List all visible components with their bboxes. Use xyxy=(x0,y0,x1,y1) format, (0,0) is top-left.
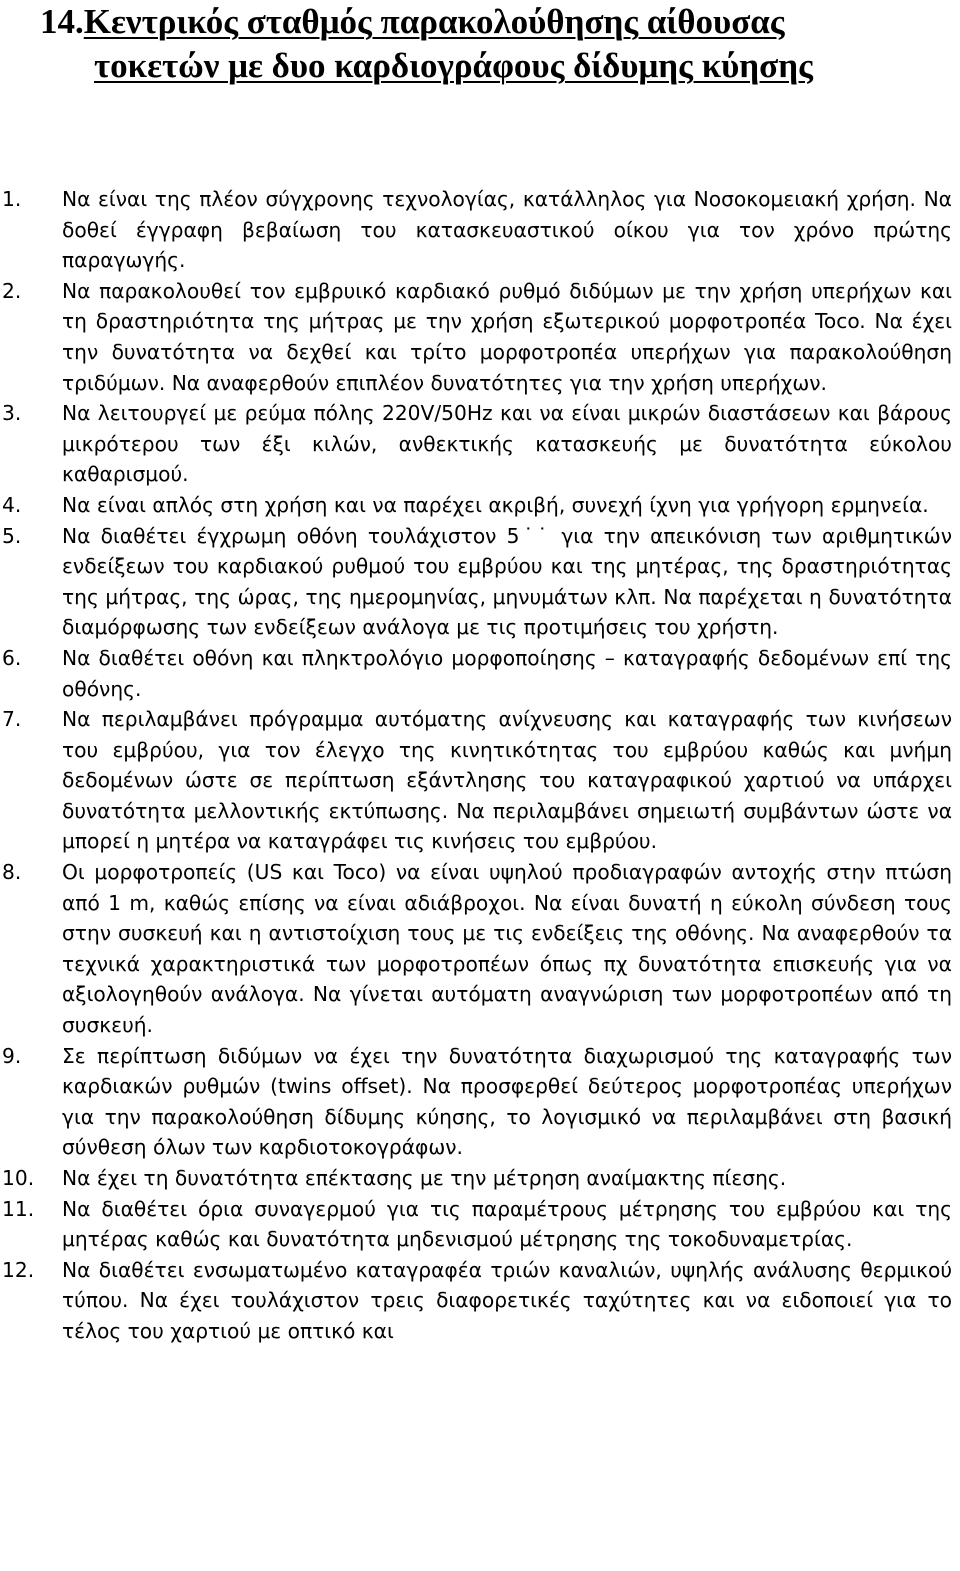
item-number: 6. xyxy=(2,645,22,670)
section-title-line-2: τοκετών με δυο καρδιογράφους δίδυμης κύησης xyxy=(94,46,813,85)
list-item xyxy=(0,857,952,1041)
item-text: Να περιλαμβάνει πρόγραμμα αυτόματης ανίχνευσης και καταγραφής των κινήσεων του εμβρύου, για τον έλεγχο της κινητικότητας του εμβρύου καθώς και μνήμη δεδομένων ώστε σε περίπτωση εξάντλησης του καταγραφικού χαρτιού να υπάρχει δυνατότητα μελλοντικής εκτύπωσης. Να περιλαμβάνει σημειωτή συμβάντων ώστε να μπορεί η μητέρα να καταγράφει τις κινήσεις του εμβρύου. xyxy=(62,707,952,854)
section-number: 14. xyxy=(40,2,84,41)
item-text: Οι μορφοτροπείς (US και Toco) να είναι υψηλού προδιαγραφών αντοχής στην πτώση από 1 m, καθώς επίσης να είναι αδιάβροχοι. Να είναι δυνατή η εύκολη σύνδεση τους στην συσκευή και η αντιστοίχιση τους με τις ενδείξεις της οθόνης. Να αναφερθούν τα τεχνικά χαρακτηριστικά των μορφοτροπέων όπως πχ δυνατότητα επισκευής για να αξιολογηθούν ανάλογα. Να γίνεται αυτόματη αναγνώριση των μορφοτροπέων από τη συσκευή. xyxy=(62,860,952,1038)
requirements-list xyxy=(0,184,952,1347)
item-number: 7. xyxy=(2,707,22,732)
item-number: 9. xyxy=(2,1043,22,1068)
list-item xyxy=(0,521,952,643)
list-item xyxy=(0,398,952,490)
item-number: 5. xyxy=(2,523,22,548)
item-text: Να είναι της πλέον σύγχρονης τεχνολογίας, κατάλληλος για Νοσοκομειακή χρήση. Να δοθεί έγγραφη βεβαίωση του κατασκευαστικού οίκου για τον χρόνο πρώτης παραγωγής. xyxy=(62,187,952,273)
item-number: 4. xyxy=(2,492,22,517)
item-text: Να διαθέτει οθόνη και πληκτρολόγιο μορφοποίησης – καταγραφής δεδομένων επί της οθόνης. xyxy=(62,645,952,701)
item-number: 12. xyxy=(2,1257,35,1282)
list-item xyxy=(0,490,952,521)
list-item xyxy=(0,184,952,276)
item-text: Να διαθέτει όρια συναγερμού για τις παραμέτρους μέτρησης του εμβρύου και της μητέρας καθώς και δυνατότητα μηδενισμού μέτρησης της τοκοδυναμετρίας. xyxy=(62,1196,952,1252)
section-heading xyxy=(40,0,950,88)
list-item xyxy=(0,1041,952,1163)
item-number: 10. xyxy=(2,1166,35,1190)
item-number: 8. xyxy=(2,860,22,885)
item-text: Να διαθέτει ενσωματωμένο καταγραφέα τριών καναλιών, υψηλής ανάλυσης θερμικού τύπου. Να έχει τουλάχιστον τρεις διαφορετικές ταχύτητες και να ειδοποιεί για το τέλος του χαρτιού με οπτικό και xyxy=(62,1257,952,1343)
item-number: 2. xyxy=(2,278,22,303)
item-text: Να είναι απλός στη χρήση και να παρέχει ακριβή, συνεχή ίχνη για γρήγορη ερμηνεία. xyxy=(62,492,929,517)
section-title-line-1: Κεντρικός σταθμός παρακολούθησης αίθουσας xyxy=(83,2,785,41)
item-text: Να παρακολουθεί τον εμβρυικό καρδιακό ρυθμό διδύμων με την χρήση υπερήχων και τη δραστηριότητα της μήτρας με την χρήση εξωτερικού μορφοτροπέα Toco. Να έχει την δυνατότητα να δεχθεί και τρίτο μορφοτροπέα υπερήχων για παρακολούθηση τριδύμων. Να αναφερθούν επιπλέον δυνατότητες για την χρήση υπερήχων. xyxy=(62,278,952,395)
list-item xyxy=(0,1194,952,1255)
list-item xyxy=(0,1255,952,1347)
list-item xyxy=(0,1163,952,1194)
item-text: Να διαθέτει έγχρωμη οθόνη τουλάχιστον 5˙˙ για την απεικόνιση των αριθμητικών ενδείξεων του καρδιακού ρυθμού του εμβρύου και της μητέρας, της δραστηριότητας της μήτρας, της ώρας, της ημερομηνίας, μηνυμάτων κλπ. Να παρέχεται η δυνατότητα διαμόρφωσης των ενδείξεων ανάλογα με τις προτιμήσεις του χρήστη. xyxy=(62,523,952,640)
list-item xyxy=(0,704,952,857)
item-text: Να λειτουργεί με ρεύμα πόλης 220V/50Hz και να είναι μικρών διαστάσεων και βάρους μικρότερου των έξι κιλών, ανθεκτικής κατασκευής με δυνατότητα εύκολου καθαρισμού. xyxy=(62,401,952,487)
item-number: 1. xyxy=(2,187,22,211)
list-item xyxy=(0,643,952,704)
list-item xyxy=(0,276,952,398)
item-text: Να έχει τη δυνατότητα επέκτασης με την μέτρηση αναίμακτης πίεσης. xyxy=(62,1166,787,1190)
item-number: 11. xyxy=(2,1196,35,1221)
item-number: 3. xyxy=(2,401,22,426)
item-text: Σε περίπτωση διδύμων να έχει την δυνατότητα διαχωρισμού της καταγραφής των καρδιακών ρυθμών (twins offset). Να προσφερθεί δεύτερος μορφοτροπέας υπερήχων για την παρακολούθηση δίδυμης κύησης, το λογισμικό να περιλαμβάνει στη βασική σύνθεση όλων των καρδιοτοκογράφων. xyxy=(62,1043,952,1160)
